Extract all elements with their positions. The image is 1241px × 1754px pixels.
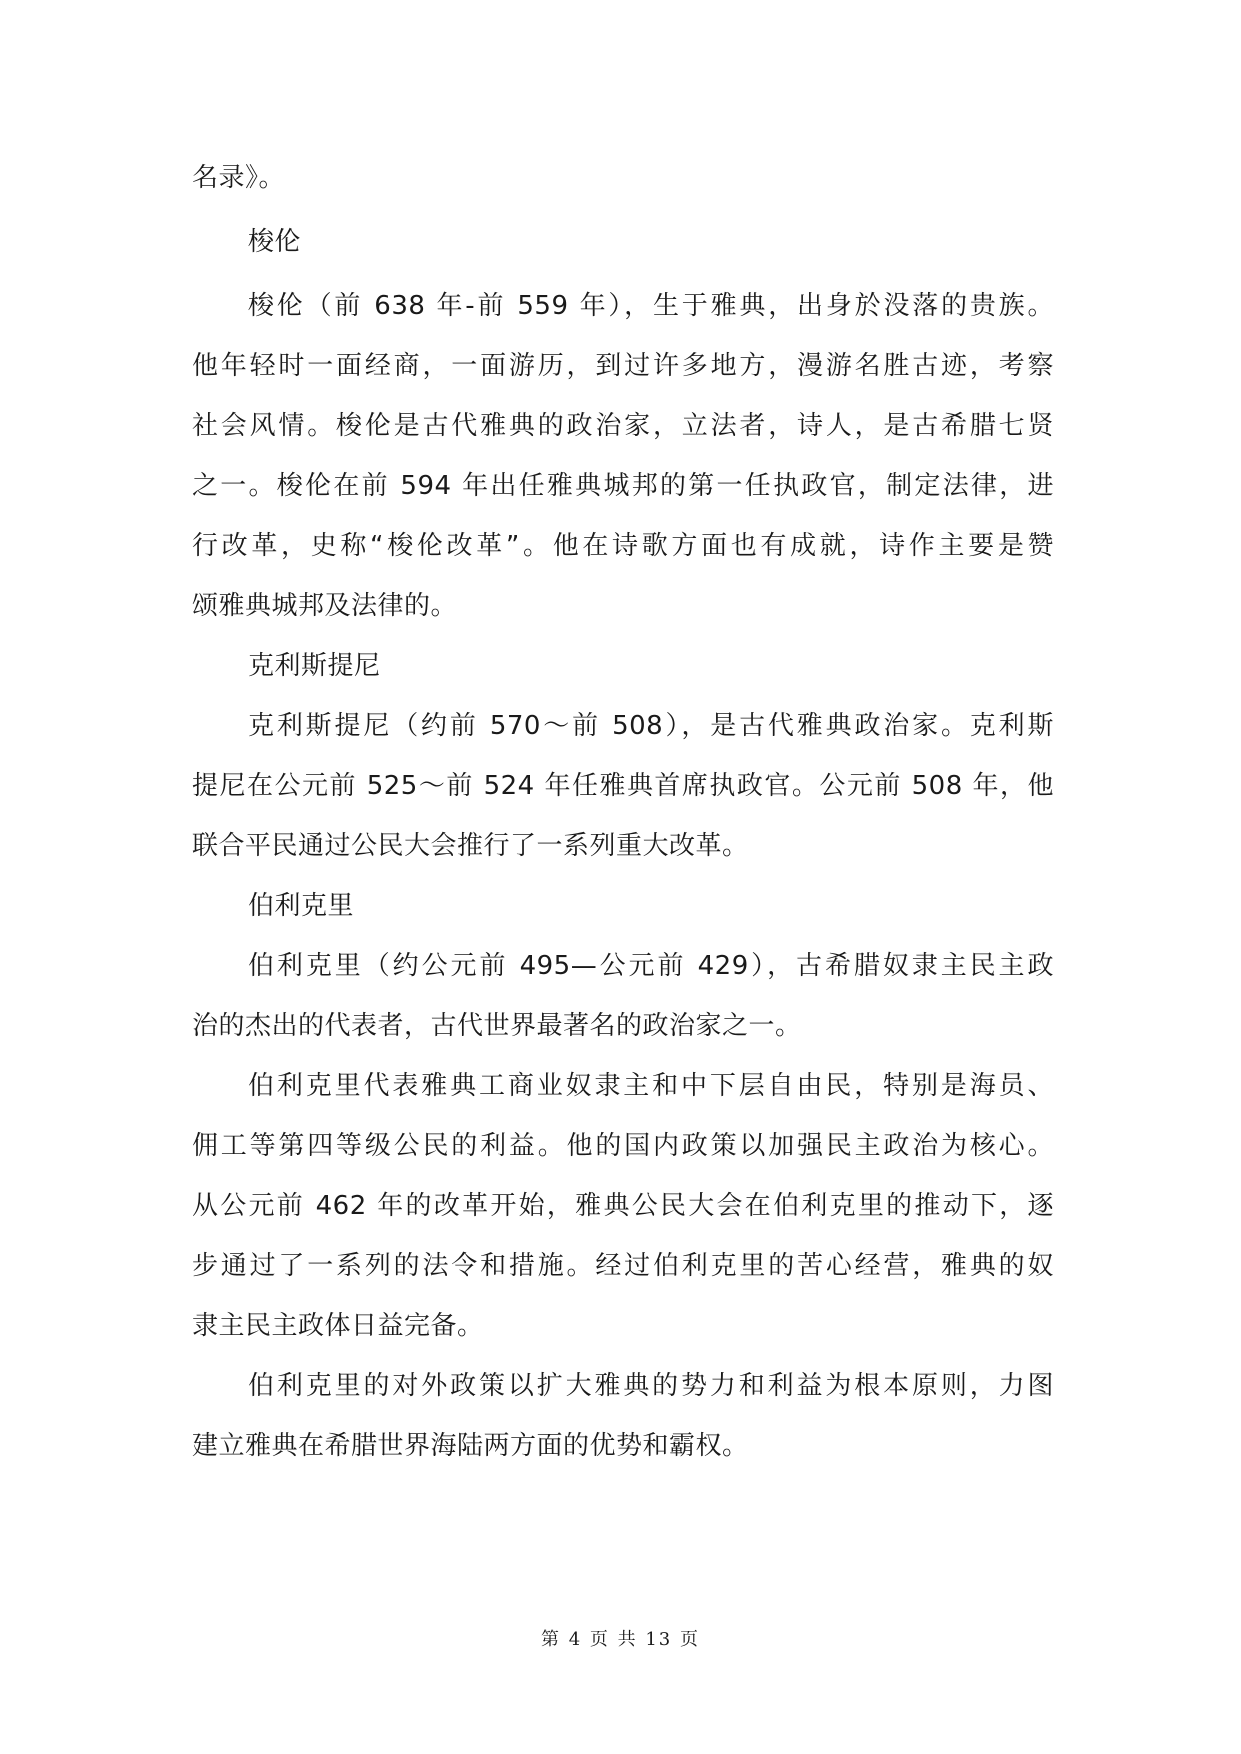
paragraph-line: 克利斯提尼（约前 570～前 508），是古代雅典政治家。克利斯 [248,711,1054,741]
paragraph-line: 名录》。 [192,163,286,193]
paragraph-line: 佣工等第四等级公民的利益。他的国内政策以加强民主政治为核心。 [192,1131,1054,1161]
document-body [192,160,1054,1465]
paragraph-line: 伯利克里（约公元前 495—公元前 429），古希腊奴隶主民主政 [248,951,1054,981]
paragraph-line: 之一。梭伦在前 594 年出任雅典城邦的第一任执政官，制定法律，进 [192,471,1054,501]
paragraph-line: 从公元前 462 年的改革开始，雅典公民大会在伯利克里的推动下，逐 [192,1191,1054,1221]
paragraph-line: 步通过了一系列的法令和措施。经过伯利克里的苦心经营，雅典的奴 [192,1251,1054,1281]
section-heading-solon: 梭伦 [248,227,302,257]
page-number-footer: 第 4 页 共 13 页 [541,1629,700,1650]
paragraph-line: 社会风情。梭伦是古代雅典的政治家，立法者，诗人，是古希腊七贤 [192,411,1054,441]
paragraph-line: 颂雅典城邦及法律的。 [192,591,458,621]
paragraph-line: 提尼在公元前 525～前 524 年任雅典首席执政官。公元前 508 年，他 [192,771,1054,801]
paragraph-line: 建立雅典在希腊世界海陆两方面的优势和霸权。 [192,1431,749,1461]
paragraph-line: 治的杰出的代表者，古代世界最著名的政治家之一。 [192,1011,802,1041]
paragraph-line: 伯利克里的对外政策以扩大雅典的势力和利益为根本原则，力图 [248,1371,1054,1401]
paragraph-line: 隶主民主政体日益完备。 [192,1311,484,1341]
paragraph-line: 联合平民通过公民大会推行了一系列重大改革。 [192,831,749,861]
paragraph-line: 伯利克里代表雅典工商业奴隶主和中下层自由民，特别是海员、 [248,1071,1054,1101]
paragraph-line: 他年轻时一面经商，一面游历，到过许多地方，漫游名胜古迹，考察 [192,351,1054,381]
section-heading-cleisthenes: 克利斯提尼 [248,651,381,681]
paragraph-line: 行改革，史称“梭伦改革”。他在诗歌方面也有成就，诗作主要是赞 [192,531,1054,561]
section-heading-pericles: 伯利克里 [248,891,355,921]
paragraph-line: 梭伦（前 638 年-前 559 年），生于雅典，出身於没落的贵族。 [248,291,1054,321]
